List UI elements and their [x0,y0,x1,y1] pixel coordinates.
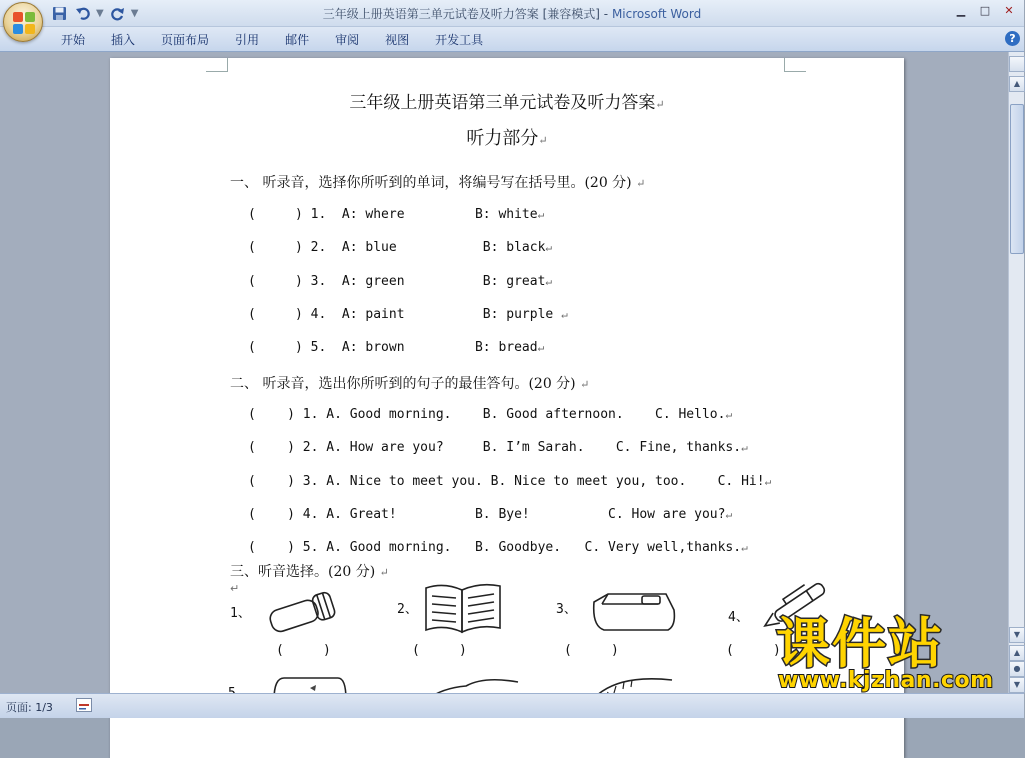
document-title: 三年级上册英语第三单元试卷及听力答案↵ [349,93,665,113]
help-button[interactable]: ? [1005,31,1020,46]
tab-home[interactable]: 开始 [61,33,86,47]
section-1-item: ( ) 5. A: brown B: bread↵ [248,340,545,355]
tab-insert[interactable]: 插入 [111,33,136,47]
crop-mark-left [206,58,228,72]
status-bar [0,693,1024,718]
open-book-icon [422,580,504,636]
customize-qat-icon[interactable]: ▼ [130,8,139,19]
window-title [0,5,1024,22]
section-2-item: ( ) 5. A. Good morning. B. Goodbye. C. Very well,thanks.↵ [248,540,748,555]
undo-dropdown-icon[interactable]: ▼ [96,8,104,19]
maximize-button[interactable]: □ [979,3,991,17]
window-controls [950,2,1020,18]
office-logo-icon [13,12,35,34]
answer-blank[interactable]: ( ) [564,643,619,658]
glue-stick-icon [262,588,344,640]
document-workspace[interactable] [0,52,1008,693]
section-2-heading: 二、 听录音，选出你所听到的句子的最佳答句。(20 分) ↵ [230,376,590,392]
title-bar [0,0,1024,27]
paragraph-mark: ↵ [230,582,240,595]
section-2-item: ( ) 4. A. Great! B. Bye! C. How are you?↵ [248,507,733,522]
crop-mark-right [784,58,806,72]
section-2-item: ( ) 1. A. Good morning. B. Good afternoon. C. Hello.↵ [248,407,733,422]
tab-page-layout[interactable]: 页面布局 [161,33,210,47]
close-button[interactable]: ✕ [1004,3,1014,17]
page-count[interactable]: 页面: 1/3 [6,701,53,714]
answer-blank[interactable]: ( ) [726,643,781,658]
answer-blank[interactable]: ( ) [276,643,331,658]
minimize-button[interactable]: ▁ [956,3,966,17]
tab-references[interactable]: 引用 [235,33,260,47]
vertical-scrollbar[interactable] [1008,52,1024,693]
scroll-up-button[interactable]: ▲ [1009,76,1025,92]
next-page-button[interactable]: ▼ [1009,677,1025,693]
paragraph-mark: ↵ [655,98,665,111]
tab-view[interactable]: 视图 [385,33,410,47]
answer-blank[interactable]: ( ) [412,643,467,658]
eraser-icon [588,586,680,636]
previous-page-button[interactable]: ▲ [1009,645,1025,661]
app-name: Microsoft Word [611,7,702,21]
section-1-item: ( ) 4. A: paint B: purple ↵ [248,307,568,322]
tab-review[interactable]: 审阅 [335,33,360,47]
section-3-heading: 三、听音选择。(20 分) ↵ [230,564,389,580]
ruler-toggle-icon[interactable] [1009,56,1025,72]
document-name: 三年级上册英语第三单元试卷及听力答案 [兼容模式] [322,7,600,21]
browse-object-button[interactable]: ● [1009,661,1025,677]
section-1-heading: 一、 听录音，选择你所听到的单词，将编号写在括号里。(20 分) ↵ [230,175,646,191]
proofing-icon[interactable] [76,698,92,712]
scroll-down-button[interactable]: ▼ [1009,627,1025,643]
title-separator: - [599,7,612,21]
watermark-text: 课件站 [776,612,944,675]
section-2-item: ( ) 3. A. Nice to meet you. B. Nice to meet you, too. C. Hi!↵ [248,474,772,489]
picture-number: 3、 [556,602,577,617]
tab-mailings[interactable]: 邮件 [285,33,310,47]
watermark-logo [776,614,1010,694]
picture-number: 1、 [230,606,251,621]
section-1-item: ( ) 1. A: where B: white↵ [248,207,545,222]
watermark-url: www.kjzhan.com [778,668,994,693]
section-1-item: ( ) 2. A: blue B: black↵ [248,240,553,255]
office-button[interactable] [3,2,43,42]
scroll-thumb[interactable] [1010,104,1024,254]
paragraph-mark: ↵ [538,134,548,147]
ribbon-tab-bar [0,27,1024,52]
section-1-item: ( ) 3. A: green B: great↵ [248,274,553,289]
tab-developer[interactable]: 开发工具 [435,33,484,47]
document-subtitle: 听力部分↵ [466,128,548,149]
picture-number: 2、 [397,602,418,617]
picture-number: 4、 [728,610,749,625]
section-2-item: ( ) 2. A. How are you? B. I’m Sarah. C. Fine, thanks.↵ [248,440,748,455]
